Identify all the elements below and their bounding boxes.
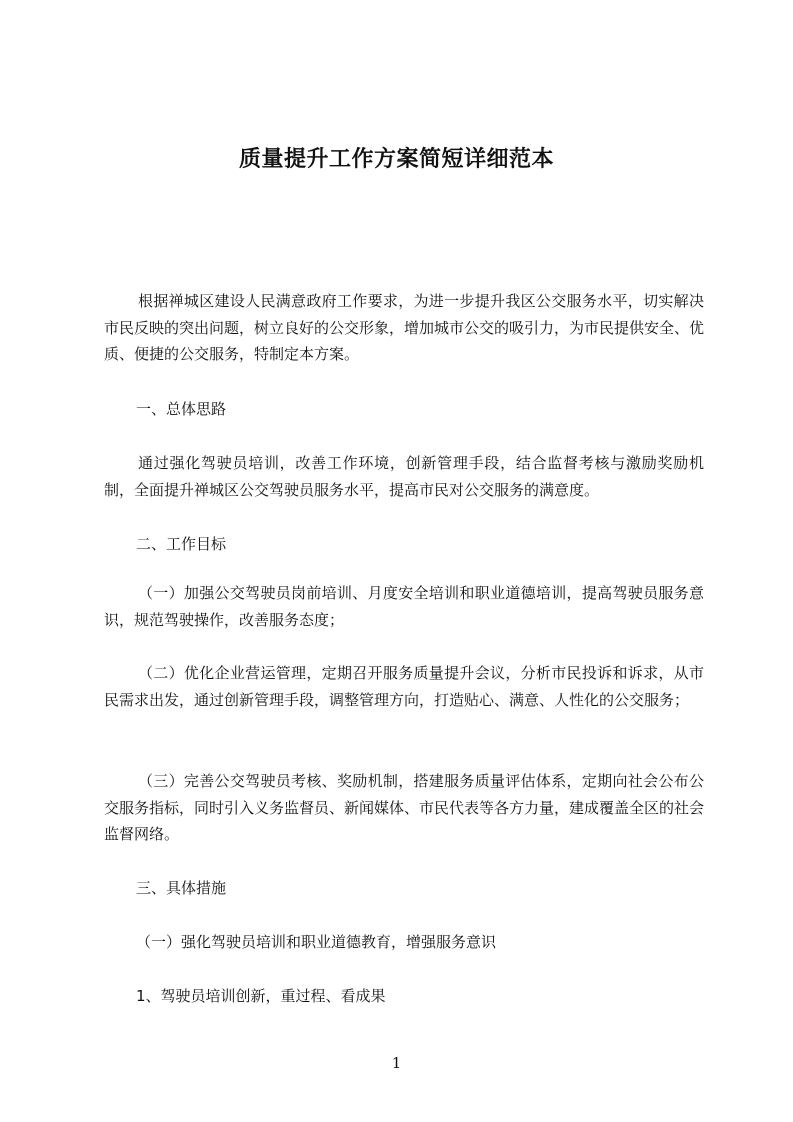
work-goal-item-2: （二）优化企业营运管理，定期召开服务质量提升会议，分析市民投诉和诉求，从市民需求出发，通过创新管理手段，调整管理方向，打造贴心、满意、人性化的公交服务； (104, 664, 704, 709)
subsection-heading-driver-training: （一）强化驾驶员培训和职业道德教育，增强服务意识 (136, 933, 497, 951)
section-heading-specific-measures: 三、具体措施 (136, 879, 227, 897)
work-goal-item-3: （三）完善公交驾驶员考核、奖励机制，搭建服务质量评估体系，定期向社会公布公交服务指标，同时引入义务监督员、新闻媒体、市民代表等各方力量，建成覆盖全区的社会监督网络。 (104, 772, 705, 843)
overall-approach-paragraph: 通过强化驾驶员培训，改善工作环境，创新管理手段，结合监督考核与激励奖励机制，全面提升禅城区公交驾驶员服务水平，提高市民对公交服务的满意度。 (104, 454, 704, 499)
document-title: 质量提升工作方案简短详细范本 (238, 147, 554, 172)
page-number: 1 (391, 1054, 402, 1072)
intro-paragraph: 根据禅城区建设人民满意政府工作要求，为进一步提升我区公交服务水平，切实解决市民反映的突出问题，树立良好的公交形象，增加城市公交的吸引力，为市民提供安全、优质、便捷的公交服务，特制定本方案。 (104, 292, 705, 363)
work-goal-item-1: （一）加强公交驾驶员岗前培训、月度安全培训和职业道德培训，提高驾驶员服务意识，规范驾驶操作，改善服务态度； (104, 584, 704, 629)
section-heading-overall-approach: 一、总体思路 (136, 400, 227, 418)
section-heading-work-goals: 二、工作目标 (136, 535, 227, 553)
subsection-item-training-innovation: 1、驾驶员培训创新，重过程、看成果 (136, 987, 386, 1005)
